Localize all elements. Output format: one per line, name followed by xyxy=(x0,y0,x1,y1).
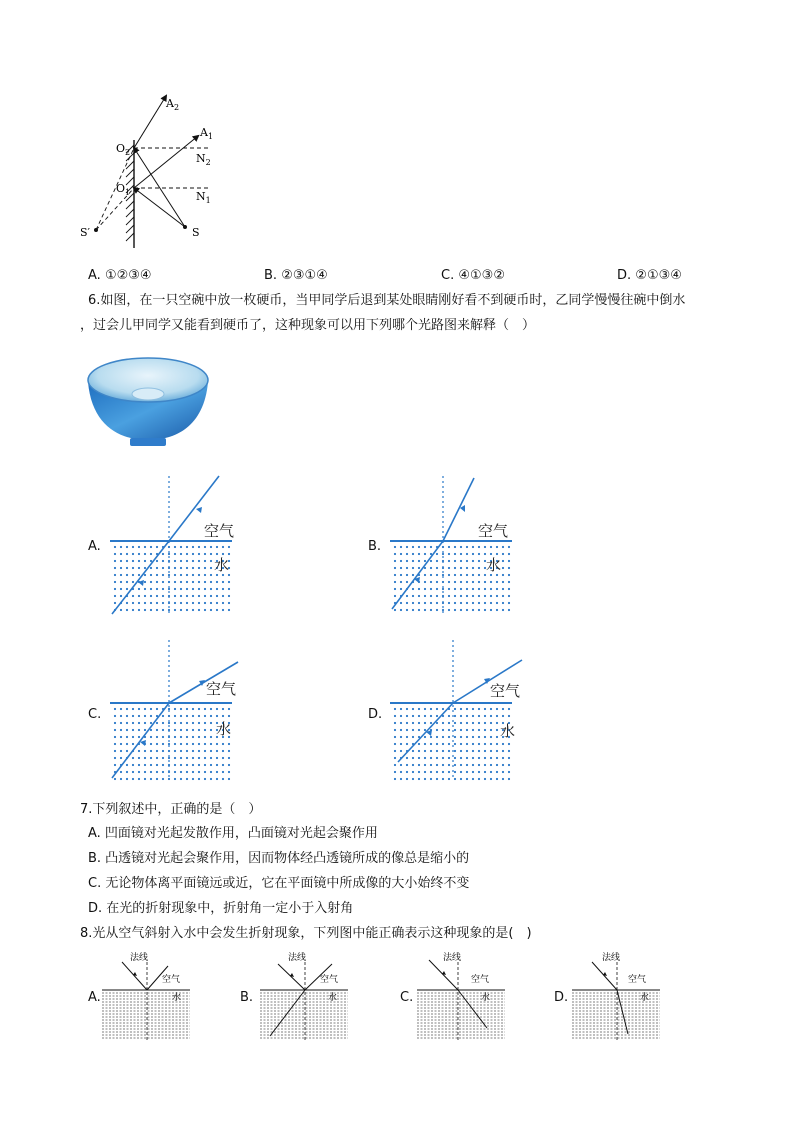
water-label: 水 xyxy=(172,993,182,1003)
label-n2: $N_2$ xyxy=(196,152,211,167)
q6-option-a-label[interactable]: A. xyxy=(88,539,101,554)
label-o2: $O_2$ xyxy=(116,142,131,157)
q6-stem-line2: ，过会儿甲同学又能看到硬币了，这种现象可以用下列哪个光路图来解释（ ） xyxy=(80,318,536,333)
water-label: 水 xyxy=(500,722,516,740)
q7-option-c[interactable]: C. 无论物体离平面镜远或近，它在平面镜中所成像的大小始终不变 xyxy=(88,876,470,891)
water-label: 水 xyxy=(216,720,232,738)
q8-diagram-d[interactable] xyxy=(570,948,665,1043)
air-label: 空气 xyxy=(478,522,509,540)
bowl-image xyxy=(86,352,210,452)
water-label: 水 xyxy=(481,993,491,1003)
q6-option-b-label[interactable]: B. xyxy=(368,539,382,554)
q5-option-d: D. ②①③④ xyxy=(617,268,682,283)
water-label: 水 xyxy=(640,993,650,1003)
q6-stem-line1: 6.如图，在一只空碗中放一枚硬币，当甲同学后退到某处眼睛刚好看不到硬币时，乙同学慢慢往碗中倒水 xyxy=(88,293,686,308)
normal-label: 法线 xyxy=(443,953,462,963)
q7-option-b[interactable]: B. 凸透镜对光起会聚作用，因而物体经凸透镜所成的像总是缩小的 xyxy=(88,851,470,866)
label-s: S xyxy=(192,226,200,239)
label-n1: $N_1$ xyxy=(196,190,211,205)
q7-option-d[interactable]: D. 在光的折射现象中，折射角一定小于入射角 xyxy=(88,901,354,916)
q6-option-c-label[interactable]: C. xyxy=(88,707,102,722)
q7-option-a[interactable]: A. 凹面镜对光起发散作用，凸面镜对光起会聚作用 xyxy=(88,826,378,841)
q6-diagram-a[interactable] xyxy=(106,474,246,619)
air-label: 空气 xyxy=(204,522,235,540)
air-label: 空气 xyxy=(471,975,490,985)
air-label: 空气 xyxy=(490,682,521,700)
q8-stem: 8.光从空气斜射入水中会发生折射现象，下列图中能正确表示这种现象的是( ) xyxy=(80,926,532,941)
q8-option-b-label[interactable]: B. xyxy=(240,990,254,1005)
q6-diagram-b[interactable] xyxy=(386,474,526,619)
q8-diagram-a[interactable] xyxy=(100,948,195,1043)
q5-option-c: C. ④①③② xyxy=(441,268,505,283)
water-label: 水 xyxy=(328,993,338,1003)
q5-mirror-diagram xyxy=(70,90,240,250)
q8-option-c-label[interactable]: C. xyxy=(400,990,414,1005)
q8-diagram-c[interactable] xyxy=(415,948,510,1043)
water-label: 水 xyxy=(486,556,502,574)
normal-label: 法线 xyxy=(130,953,149,963)
label-o1: $O_1$ xyxy=(116,182,131,197)
air-label: 空气 xyxy=(206,680,237,698)
q6-diagram-c[interactable] xyxy=(106,638,246,783)
q5-option-a: A. ①②③④ xyxy=(88,268,152,283)
label-a2: $A_2$ xyxy=(166,97,180,112)
label-s-prime: S′ xyxy=(80,226,91,239)
label-a1: $A_1$ xyxy=(200,126,214,141)
q5-option-b: B. ②③①④ xyxy=(264,268,328,283)
q6-option-d-label[interactable]: D. xyxy=(368,707,383,722)
q8-option-d-label[interactable]: D. xyxy=(554,990,569,1005)
q8-diagram-b[interactable] xyxy=(258,948,353,1043)
q7-stem: 7.下列叙述中，正确的是（ ） xyxy=(80,802,262,817)
normal-label: 法线 xyxy=(602,953,621,963)
water-label: 水 xyxy=(214,556,230,574)
q8-option-a-label[interactable]: A. xyxy=(88,990,101,1005)
air-label: 空气 xyxy=(320,975,339,985)
air-label: 空气 xyxy=(628,975,647,985)
normal-label: 法线 xyxy=(288,953,307,963)
air-label: 空气 xyxy=(162,975,181,985)
q6-diagram-d[interactable] xyxy=(386,638,526,783)
